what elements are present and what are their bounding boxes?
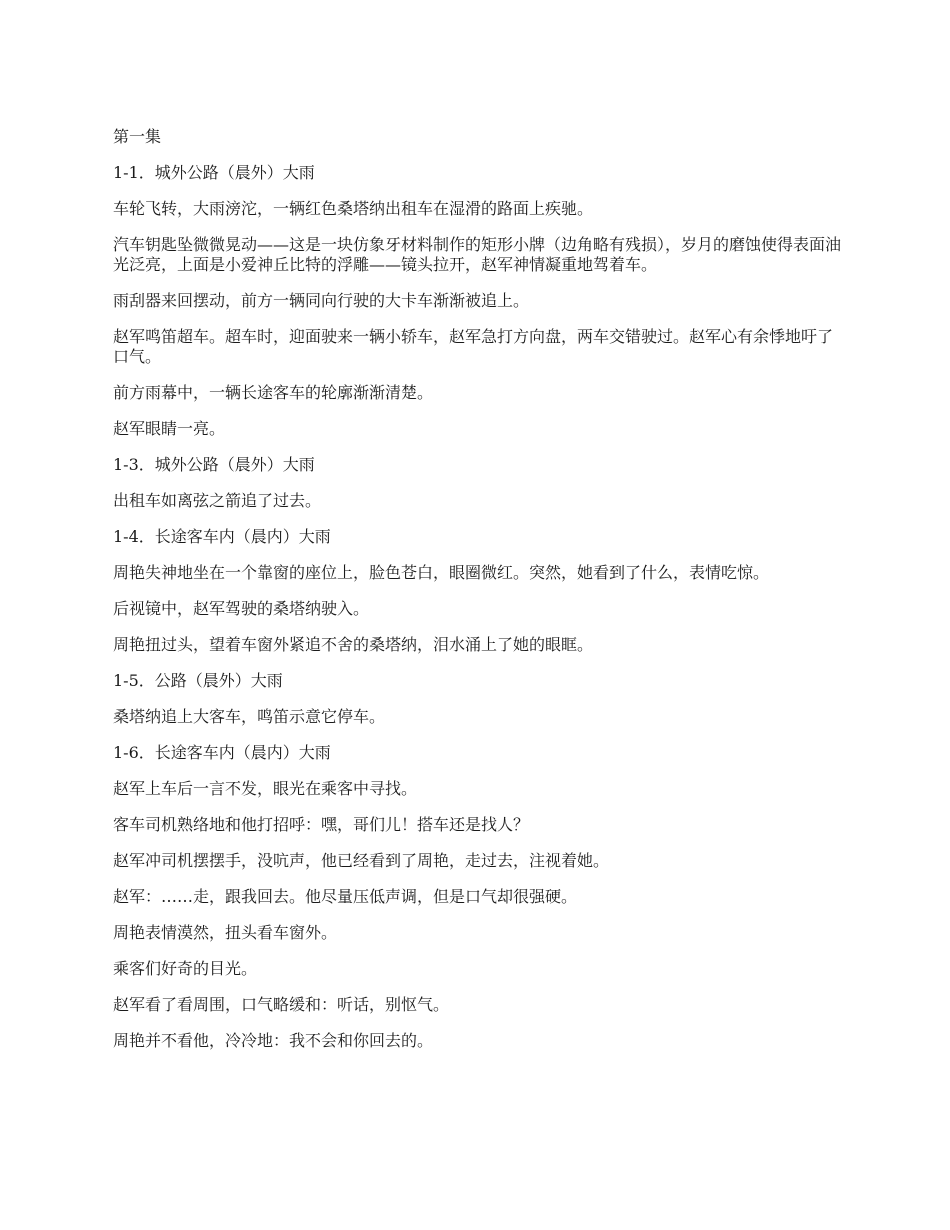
scene-heading: 1-6．长途客车内（晨内）大雨	[113, 743, 331, 762]
script-paragraph: 后视镜中，赵军驾驶的桑塔纳驶入。	[113, 599, 370, 618]
scene-heading: 1-3．城外公路（晨外）大雨	[113, 455, 315, 474]
script-paragraph: 汽车钥匙坠微微晃动——这是一块仿象牙材料制作的矩形小牌（边角略有残损），岁月的磨蚀使得表面油光泛亮，上面是小爱神丘比特的浮雕——镜头拉开，赵军神情凝重地驾着车。	[113, 235, 842, 274]
script-paragraph: 前方雨幕中，一辆长途客车的轮廓渐渐清楚。	[113, 383, 434, 402]
script-paragraph: 桑塔纳追上大客车，鸣笛示意它停车。	[113, 707, 386, 726]
script-paragraph: 赵军眼睛一亮。	[113, 419, 226, 438]
script-paragraph: 乘客们好奇的目光。	[113, 959, 258, 978]
script-paragraph: 周艳扭过头，望着车窗外紧追不舍的桑塔纳，泪水涌上了她的眼眶。	[113, 635, 594, 654]
script-paragraph: 赵军看了看周围，口气略缓和：听话，别怄气。	[113, 995, 450, 1014]
script-paragraph: 周艳表情漠然，扭头看车窗外。	[113, 923, 338, 942]
script-paragraph: 出租车如离弦之箭追了过去。	[113, 491, 322, 510]
scene-heading: 1-4．长途客车内（晨内）大雨	[113, 527, 331, 546]
script-page	[113, 127, 843, 1067]
script-paragraph: 客车司机熟络地和他打招呼：嘿，哥们儿！搭车还是找人？	[113, 815, 530, 834]
scene-heading: 1-1．城外公路（晨外）大雨	[113, 163, 315, 182]
script-paragraph: 车轮飞转，大雨滂沱，一辆红色桑塔纳出租车在湿滑的路面上疾驰。	[113, 199, 594, 218]
script-paragraph: 赵军冲司机摆摆手，没吭声，他已经看到了周艳，走过去，注视着她。	[113, 851, 610, 870]
script-paragraph: 赵军上车后一言不发，眼光在乘客中寻找。	[113, 779, 418, 798]
script-paragraph: 赵军鸣笛超车。超车时，迎面驶来一辆小轿车，赵军急打方向盘，两车交错驶过。赵军心有余悸地吁了口气。	[113, 327, 834, 366]
script-paragraph: 雨刮器来回摆动，前方一辆同向行驶的大卡车渐渐被追上。	[113, 291, 530, 310]
scene-heading: 1-5．公路（晨外）大雨	[113, 671, 283, 690]
episode-title: 第一集	[113, 127, 162, 146]
script-paragraph: 周艳并不看他，冷冷地：我不会和你回去的。	[113, 1031, 434, 1050]
script-paragraph: 周艳失神地坐在一个靠窗的座位上，脸色苍白，眼圈微红。突然，她看到了什么，表情吃惊。	[113, 563, 770, 582]
script-paragraph: 赵军：……走，跟我回去。他尽量压低声调，但是口气却很强硬。	[113, 887, 578, 906]
